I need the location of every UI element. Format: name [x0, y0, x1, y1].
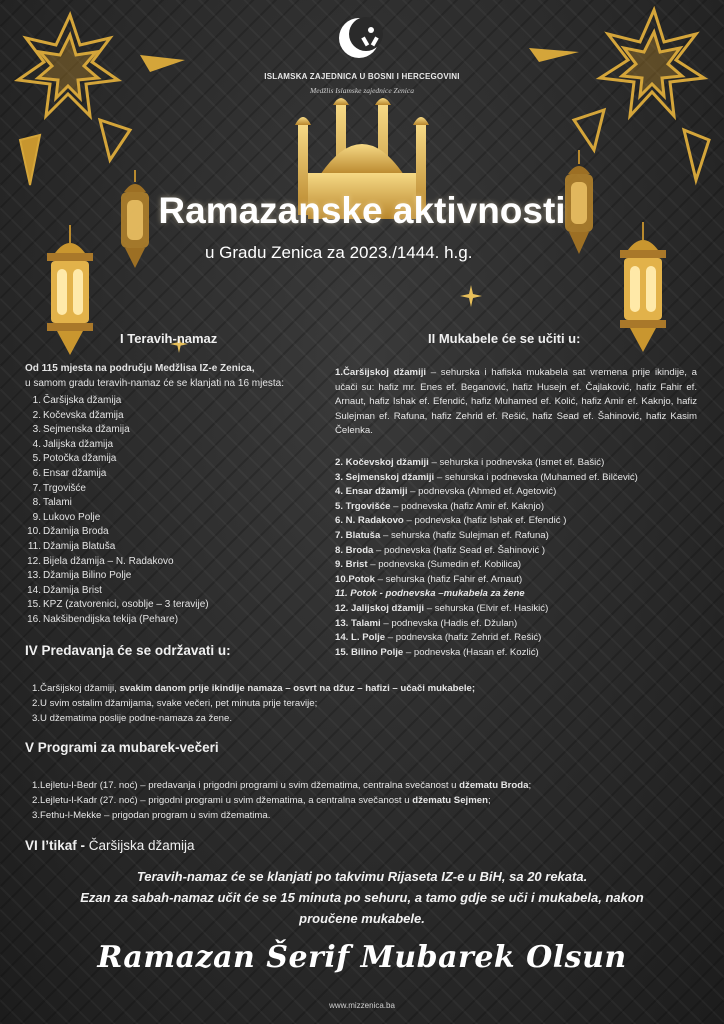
crescent-logo-icon [333, 10, 389, 66]
item-text: KPZ (zatvorenici, osoblje – 3 teravije) [43, 599, 209, 611]
item-text: Trgovišće [43, 482, 86, 494]
item-text: – podnevska (hafiz Ishak ef. Efendić ) [403, 515, 567, 527]
teravih-list [25, 394, 209, 628]
list-item [32, 808, 531, 823]
item-number: 14. [27, 584, 41, 596]
predavanja-list [32, 681, 475, 726]
list-item [335, 456, 638, 471]
item-location: 6. N. Radakovo [335, 515, 404, 527]
item-number: 2. [32, 698, 41, 709]
item-number: 1. [32, 395, 41, 406]
item-text: Fethu-l-Mekke – prigodan program u svim džematima. [40, 810, 271, 821]
section-teravih-heading: I Teravih-namaz [120, 331, 218, 346]
teravih-intro-text: u samom gradu teravih-namaz će se klanjati na 16 mjesta: [25, 377, 285, 389]
list-item [32, 681, 475, 696]
item-bold: džematu Broda [459, 780, 529, 791]
item-location: 12. Jalijskoj džamiji [335, 602, 425, 614]
section-programi-heading: V Programi za mubarek-večeri [25, 740, 219, 755]
item-text: Lejletu-l-Kadr (27. noć) – prigodni programi u svim džematima, a centralna svečanost u [40, 795, 413, 806]
item-text: – sehurska i podnevska (Muhamed ef. Bilčević) [434, 471, 638, 483]
item-text: Nakšibendijska tekija (Pehare) [43, 613, 179, 625]
item-number: 11. [27, 540, 41, 552]
item-number: 12. [27, 555, 41, 567]
item-location: 14. L. Polje [335, 632, 386, 644]
item-text: – podnevska (Hadis ef. Džulan) [380, 617, 518, 629]
item-text: – podnevska (hafiz Amir ef. Kaknjo) [390, 500, 545, 512]
list-item [335, 529, 638, 544]
list-item [25, 555, 209, 570]
item-number: 16. [27, 613, 41, 625]
list-item [32, 778, 531, 793]
item-text: Džamija Blatuša [43, 540, 116, 552]
item-text: U svim ostalim džamijama, svake večeri, pet minuta prije teravije; [40, 698, 318, 709]
mukabele-first-text: – sehurska i hafiska mukabela sat vremena prije ikindije, a učači su: hafiz mr. Enes ef. Beganović, hafiz Husejn ef. Čajlaković, hafiz Fahir ef. Arnaut, hafiz Ishak ef. Efendić, hafiz Muhamed ef. Kolić, hafiz Amir ef. Kaknjo, hafiz Sulejman ef. Rafuna, hafiz Zehrid ef. Rešić, hafiz Sead ef. Šahinović, hafiz Kasim Čelenka. [335, 367, 697, 437]
item-text: Potočka džamija [43, 453, 117, 465]
item-text: – podnevska (Hasan ef. Kozlić) [403, 646, 539, 658]
item-number: 5. [32, 453, 41, 465]
item-location: 9. Brist [335, 559, 368, 571]
item-number: 9. [32, 511, 41, 523]
item-text: – sehurska (hafiz Sulejman ef. Rafuna) [380, 529, 549, 541]
list-item [25, 584, 209, 599]
lantern-left [35, 225, 105, 365]
decorative-stars-left [0, 0, 200, 200]
list-item [32, 793, 531, 808]
item-number: 15. [27, 599, 41, 611]
item-text: Ensar džamija [43, 467, 107, 479]
list-item [25, 423, 209, 438]
lantern-right [608, 222, 678, 362]
item-number: 1. [32, 780, 41, 791]
item-location: 15. Bilino Polje [335, 646, 404, 658]
list-item [25, 569, 209, 584]
item-number: 13. [27, 570, 41, 582]
mukabele-list [335, 456, 638, 660]
note-line-2: Ezan za sabah-namaz učit će se 15 minuta po sehuru, a tamo gdje se uči i mukabela, nakon [80, 890, 644, 905]
item-text: Čaršijskoj džamiji, [40, 683, 120, 694]
list-item [32, 696, 475, 711]
list-item [25, 452, 209, 467]
section-teravih-intro [25, 362, 325, 391]
item-number: 3. [32, 713, 41, 724]
item-number: 3. [32, 424, 41, 436]
itikaf-heading-rest: Čaršijska džamija [88, 838, 195, 853]
mukabele-first-item [335, 366, 697, 439]
list-item [335, 471, 638, 486]
item-number: 2. [32, 795, 41, 806]
item-number: 3. [32, 810, 41, 821]
list-item [25, 438, 209, 453]
website-link[interactable]: www.mizzenica.ba [329, 1001, 395, 1010]
item-location: 4. Ensar džamiji [335, 486, 408, 498]
item-text: – podnevska (Sumedin ef. Kobilica) [367, 559, 522, 571]
list-item [25, 482, 209, 497]
list-item [335, 558, 638, 573]
list-item [25, 525, 209, 540]
item-number: 8. [32, 497, 41, 509]
item-number: 7. [32, 482, 41, 494]
list-item [335, 485, 638, 500]
item-text: Džamija Bilino Polje [43, 570, 132, 582]
teravih-intro-bold: Od 115 mjesta na području Medžlisa IZ-e Zenica, [25, 363, 255, 374]
item-number: 1. [32, 683, 41, 694]
item-text: Sejmenska džamija [43, 424, 130, 436]
item-location: 5. Trgovišće [335, 500, 391, 512]
decorative-stars-right [524, 0, 724, 200]
sparkle-icon [460, 285, 482, 307]
list-item [25, 511, 209, 526]
item-text: Džamija Broda [43, 526, 109, 538]
notes-block [0, 866, 724, 929]
list-item [32, 711, 475, 726]
item-number: 10. [27, 526, 41, 538]
list-item [335, 646, 638, 661]
item-location: 10.Potok [335, 573, 375, 585]
item-text: Talami [43, 497, 72, 509]
item-text: – podnevska (Ahmed ef. Agetović) [407, 486, 557, 498]
list-item [335, 514, 638, 529]
page-title: Ramazanske aktivnosti [158, 190, 566, 231]
greeting-script: Ramazan Šerif Mubarek Olsun [97, 940, 627, 975]
section-mukabele-heading: II Mukabele će se učiti u: [428, 331, 581, 346]
item-text: Džamija Brist [43, 584, 102, 596]
item-text: Kočevska džamija [43, 409, 124, 421]
item-number: 6. [32, 467, 41, 479]
list-item [335, 631, 638, 646]
list-item [335, 587, 638, 602]
item-text: Jalijska džamija [43, 438, 114, 450]
item-number: 2. [32, 409, 41, 421]
item-text: – sehurska (hafiz Fahir ef. Arnaut) [375, 573, 523, 585]
mukabele-first-bold: 1.Čaršijskoj džamiji [335, 367, 427, 378]
list-item [335, 544, 638, 559]
list-item [335, 617, 638, 632]
programi-list [32, 778, 531, 823]
item-location: 2. Kočevskoj džamiji [335, 457, 429, 468]
list-item [335, 573, 638, 588]
item-location: 3. Sejmenskoj džamiji [335, 471, 435, 483]
item-punct: ; [528, 780, 532, 791]
item-text: – sehurska (Elvir ef. Hasikić) [424, 602, 549, 614]
organization-name: ISLAMSKA ZAJEDNICA U BOSNI I HERCEGOVINI [264, 72, 460, 81]
item-punct: ; [487, 795, 491, 806]
list-item [25, 540, 209, 555]
item-text: Lukovo Polje [43, 511, 101, 523]
item-bold: svakim danom prije ikindije namaza – osvrt na džuz – hafizi – učači mukabele; [119, 683, 476, 694]
note-line-3: proučene mukabele. [299, 911, 425, 926]
list-item [25, 496, 209, 511]
section-predavanja-heading: IV Predavanja će se održavati u: [25, 643, 231, 658]
section-itikaf-heading [25, 838, 195, 853]
organization-subname: Medžlis Islamske zajednice Zenica [310, 86, 414, 95]
item-location: 11. Potok - podnevska –mukabela za žene [335, 588, 525, 600]
item-location: 8. Broda [335, 544, 374, 556]
itikaf-heading-bold: VI I’tikaf - [25, 838, 89, 853]
item-text: – sehurska i podnevska (Ismet ef. Bašić) [428, 457, 605, 468]
item-text: Lejletu-l-Bedr (17. noć) – predavanja i prigodni programi u svim džematima, centralna svečanost u [40, 780, 460, 791]
item-bold: džematu Sejmen [412, 795, 488, 806]
page-subtitle: u Gradu Zenica za 2023./1444. h.g. [205, 243, 473, 262]
list-item [25, 394, 209, 409]
list-item [335, 602, 638, 617]
item-text: – podnevska (hafiz Zehrid ef. Rešić) [385, 632, 542, 644]
item-text: Bijela džamija – N. Radakovo [43, 555, 174, 567]
item-text: – podnevska (hafiz Sead ef. Šahinović ) [373, 544, 546, 556]
list-item [25, 409, 209, 424]
item-location: 7. Blatuša [335, 529, 381, 541]
list-item [25, 598, 209, 613]
list-item [25, 613, 209, 628]
note-line-1: Teravih-namaz će se klanjati po takvimu Rijaseta IZ-e u BiH, sa 20 rekata. [136, 869, 588, 884]
item-number: 4. [32, 438, 41, 450]
item-text: U džematima poslije podne-namaza za žene. [40, 713, 232, 724]
list-item [335, 500, 638, 515]
item-location: 13. Talami [335, 617, 381, 629]
list-item [25, 467, 209, 482]
item-text: Čaršijska džamija [43, 395, 122, 406]
